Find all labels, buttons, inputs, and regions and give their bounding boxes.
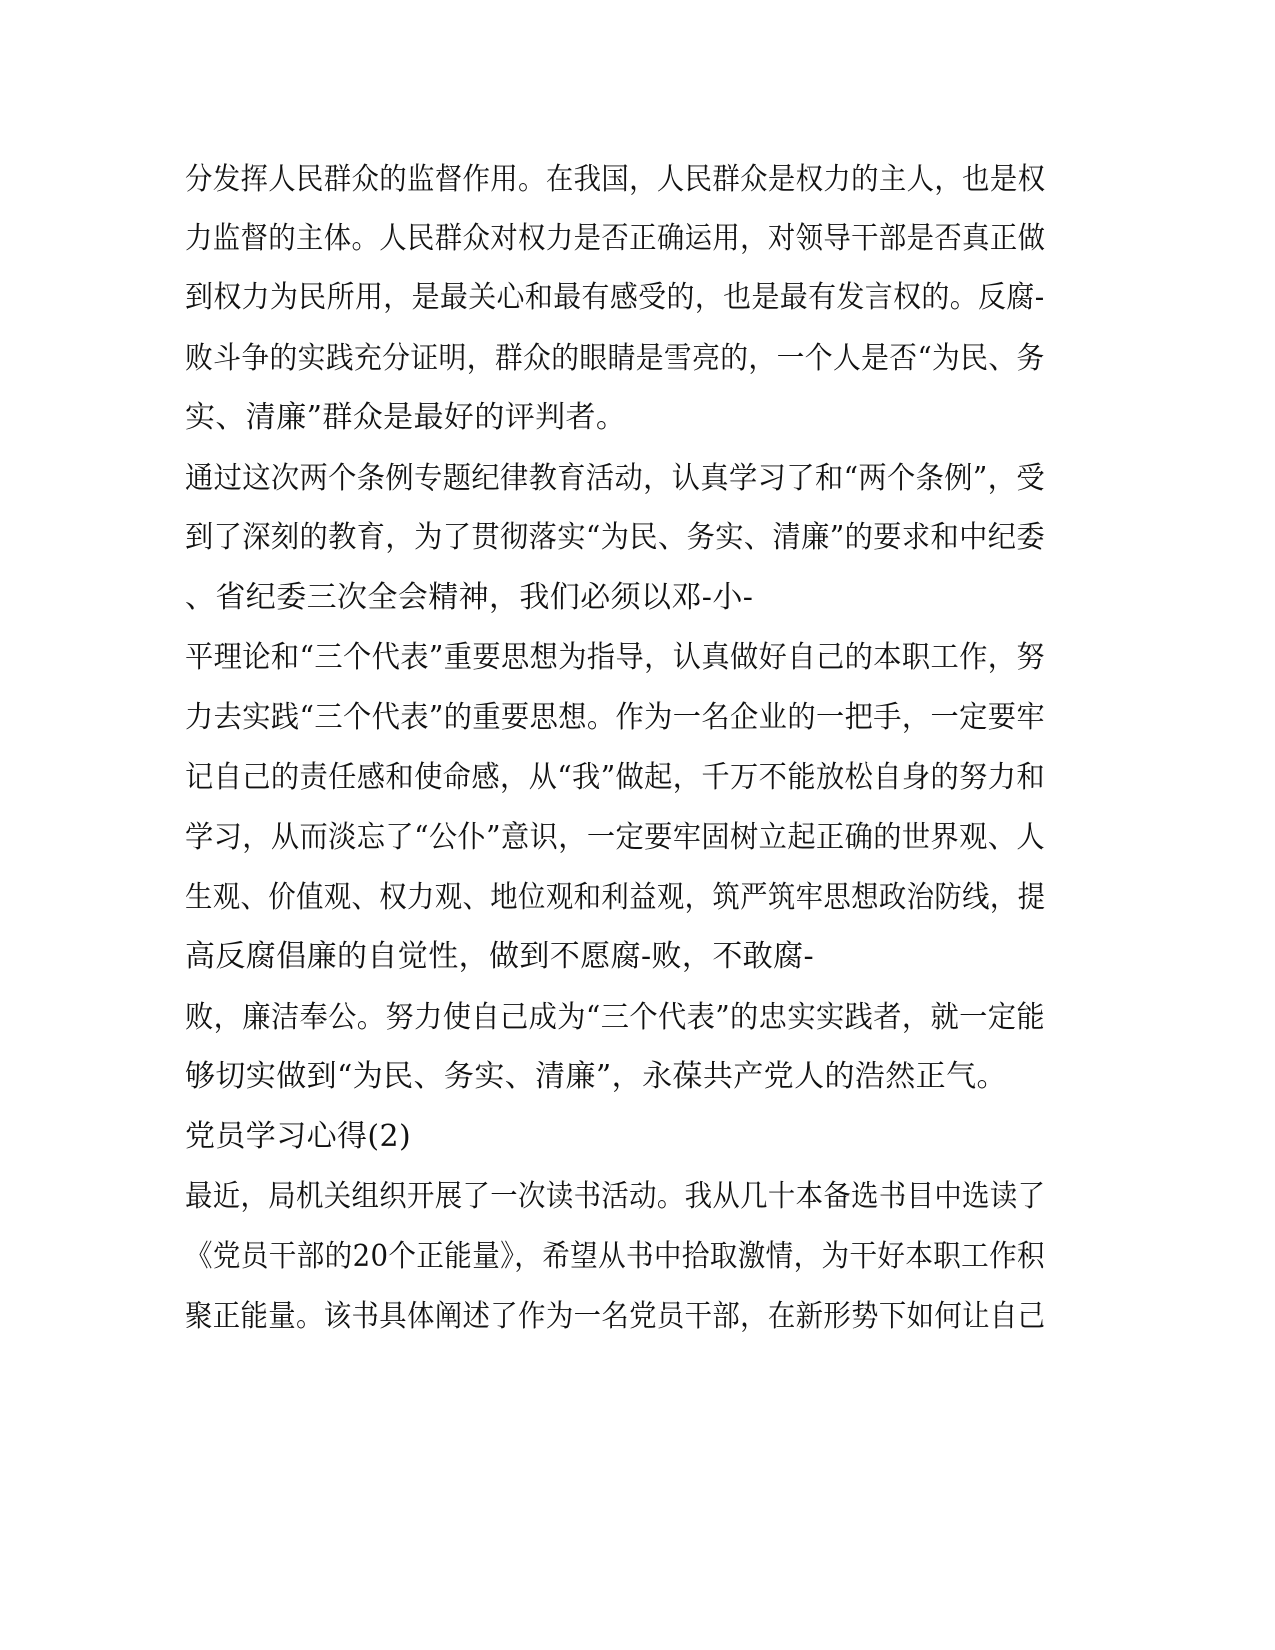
text-line: 聚正能量。该书具体阐述了作为一名党员干部，在新形势下如何让自己 xyxy=(185,1299,1046,1334)
section-heading: 党员学习心得(2) xyxy=(185,1119,412,1154)
text-line: 够切实做到“为民、务实、清廉”，永葆共产党人的浩然正气。 xyxy=(185,1059,1007,1094)
text-line: 《党员干部的20个正能量》，希望从书中拾取激情，为干好本职工作积 xyxy=(185,1239,1045,1274)
text-line: 、省纪委三次全会精神，我们必须以邓-小- xyxy=(185,580,754,615)
text-line: 高反腐倡廉的自觉性，做到不愿腐-败，不敢腐- xyxy=(185,939,815,974)
text-line: 分发挥人民群众的监督作用。在我国，人民群众是权力的主人，也是权 xyxy=(185,162,1046,197)
text-line: 学习，从而淡忘了“公仆”意识，一定要牢固树立起正确的世界观、人 xyxy=(185,820,1046,855)
text-line: 最近，局机关组织开展了一次读书活动。我从几十本备选书目中选读了 xyxy=(185,1179,1046,1214)
text-line: 到权力为民所用，是最关心和最有感受的，也是最有发言权的。反腐- xyxy=(185,280,1045,315)
text-line: 力去实践“三个代表”的重要思想。作为一名企业的一把手，一定要牢 xyxy=(185,700,1046,735)
text-line: 败，廉洁奉公。努力使自己成为“三个代表”的忠实实践者，就一定能 xyxy=(185,1000,1046,1035)
text-line: 通过这次两个条例专题纪律教育活动，认真学习了和“两个条例”，受 xyxy=(185,461,1046,496)
text-line: 到了深刻的教育，为了贯彻落实“为民、务实、清廉”的要求和中纪委 xyxy=(185,520,1046,555)
text-line: 生观、价值观、权力观、地位观和利益观，筑严筑牢思想政治防线，提 xyxy=(185,880,1046,915)
text-line: 记自己的责任感和使命感，从“我”做起，千万不能放松自身的努力和 xyxy=(185,760,1046,795)
text-line: 平理论和“三个代表”重要思想为指导，认真做好自己的本职工作，努 xyxy=(185,640,1046,675)
text-line: 实、清廉”群众是最好的评判者。 xyxy=(185,400,627,435)
text-line: 力监督的主体。人民群众对权力是否正确运用，对领导干部是否真正做 xyxy=(185,221,1046,256)
text-line: 败斗争的实践充分证明，群众的眼睛是雪亮的，一个人是否“为民、务 xyxy=(185,341,1045,376)
